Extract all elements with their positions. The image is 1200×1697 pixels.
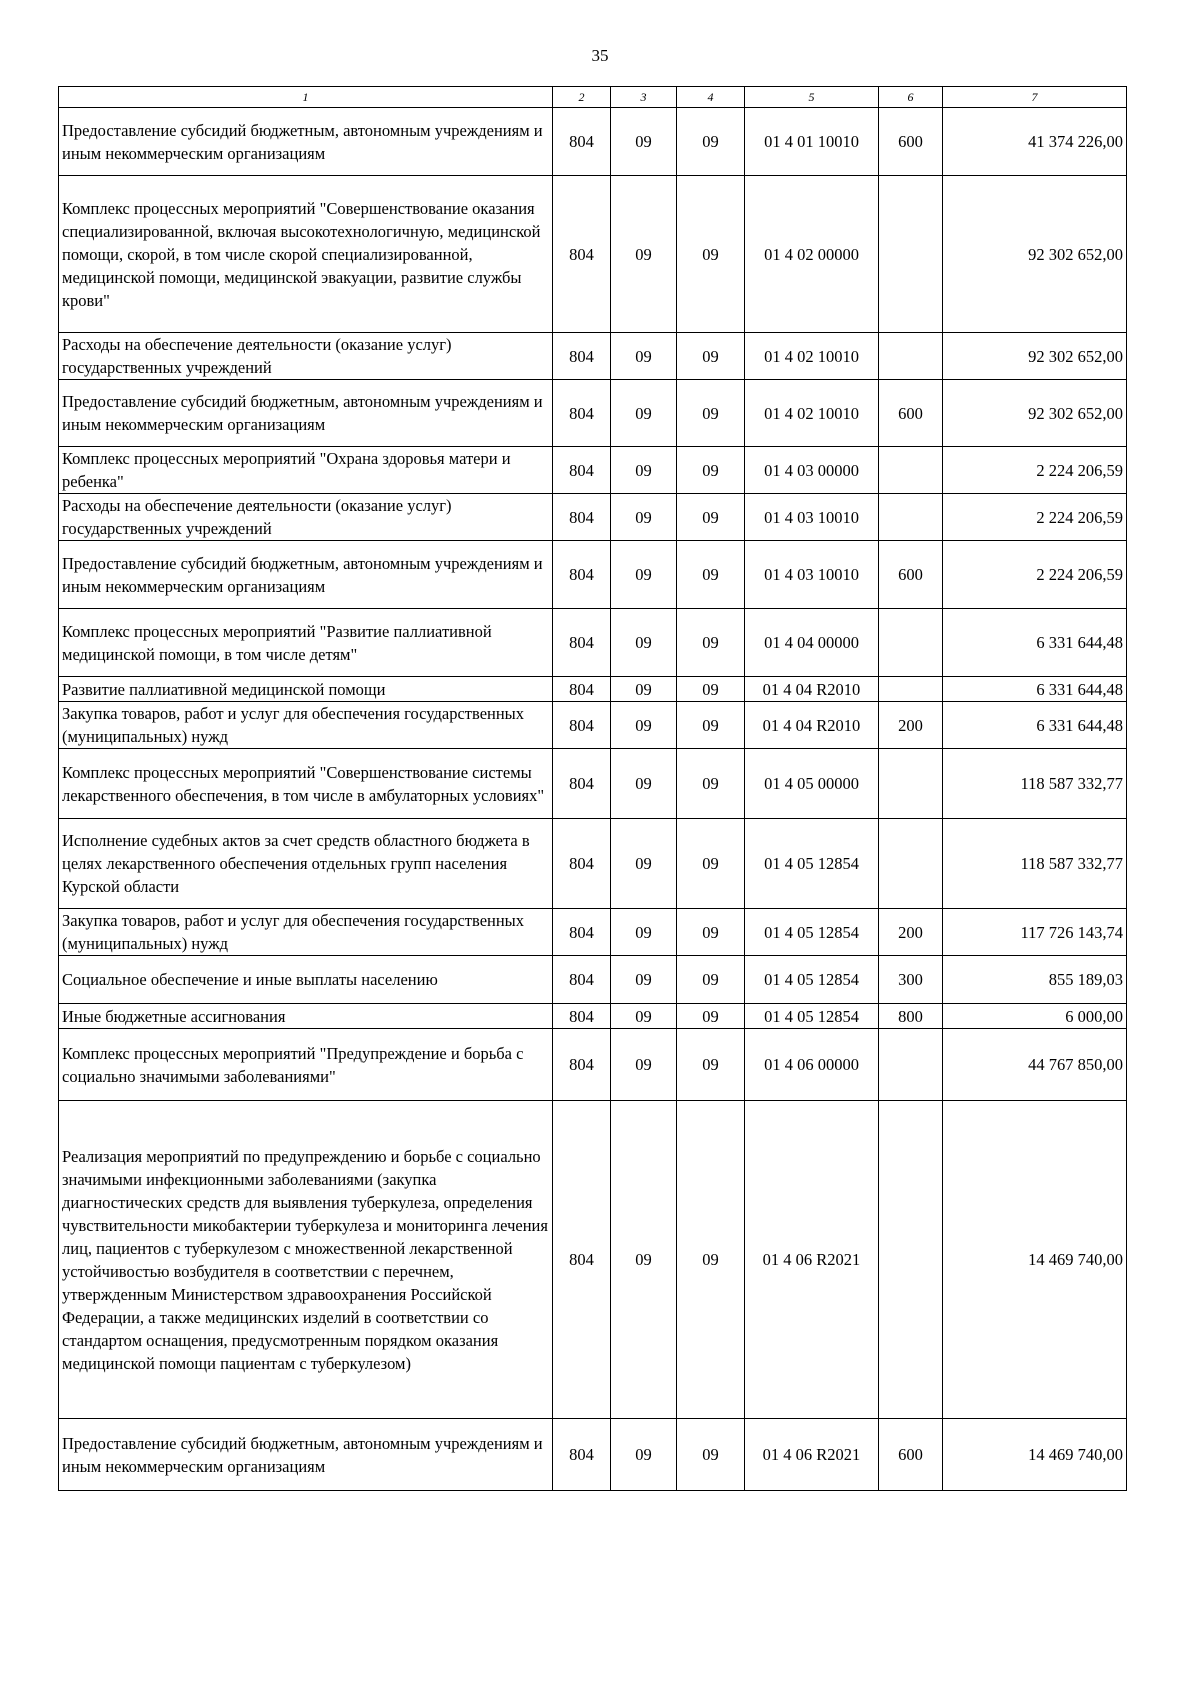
target-article-code: 01 4 01 10010 (745, 108, 879, 176)
target-article-code: 01 4 04 00000 (745, 609, 879, 677)
subsection-code: 09 (677, 749, 745, 819)
section-code: 09 (611, 677, 677, 702)
subsection-code: 09 (677, 541, 745, 609)
row-name: Предоставление субсидий бюджетным, автономным учреждениям и иным некоммерческим организациям (59, 1419, 553, 1491)
table-row (59, 108, 1127, 176)
ministry-code: 804 (553, 447, 611, 494)
amount: 2 224 206,59 (943, 541, 1127, 609)
row-name: Комплекс процессных мероприятий "Предупреждение и борьба с социально значимыми заболеваниями" (59, 1029, 553, 1101)
amount: 92 302 652,00 (943, 176, 1127, 333)
ministry-code: 804 (553, 333, 611, 380)
section-code: 09 (611, 909, 677, 956)
subsection-code: 09 (677, 1004, 745, 1029)
table-row (59, 494, 1127, 541)
amount: 118 587 332,77 (943, 749, 1127, 819)
section-code: 09 (611, 1419, 677, 1491)
row-name: Закупка товаров, работ и услуг для обеспечения государственных (муниципальных) нужд (59, 702, 553, 749)
expense-type-code: 600 (879, 380, 943, 447)
expense-type-code (879, 749, 943, 819)
expense-type-code: 200 (879, 909, 943, 956)
section-code: 09 (611, 1101, 677, 1419)
expense-type-code (879, 176, 943, 333)
target-article-code: 01 4 05 12854 (745, 1004, 879, 1029)
column-number: 3 (611, 87, 677, 108)
budget-table (58, 86, 1127, 1491)
row-name: Расходы на обеспечение деятельности (оказание услуг) государственных учреждений (59, 333, 553, 380)
section-code: 09 (611, 494, 677, 541)
section-code: 09 (611, 956, 677, 1004)
section-code: 09 (611, 380, 677, 447)
table-row (59, 1419, 1127, 1491)
table-row (59, 909, 1127, 956)
target-article-code: 01 4 02 10010 (745, 380, 879, 447)
amount: 6 331 644,48 (943, 677, 1127, 702)
row-name: Реализация мероприятий по предупреждению и борьбе с социально значимыми инфекционными заболеваниями (закупка диагностических средств для выявления туберкулеза, определения чувствительности микобактерии туберкулеза и мониторинга лечения лиц, пациентов с туберкулезом с множественной лекарственной устойчивостью возбудителя в соответствии с перечнем, утвержденным Министерством здравоохранения Российской Федерации, а также медицинских изделий в соответствии со стандартом оснащения, предусмотренным порядком оказания медицинской помощи пациентам с туберкулезом) (59, 1101, 553, 1419)
expense-type-code: 600 (879, 541, 943, 609)
subsection-code: 09 (677, 1101, 745, 1419)
table-row (59, 176, 1127, 333)
row-name: Расходы на обеспечение деятельности (оказание услуг) государственных учреждений (59, 494, 553, 541)
section-code: 09 (611, 176, 677, 333)
column-number: 2 (553, 87, 611, 108)
amount: 41 374 226,00 (943, 108, 1127, 176)
target-article-code: 01 4 05 12854 (745, 956, 879, 1004)
amount: 6 331 644,48 (943, 609, 1127, 677)
subsection-code: 09 (677, 956, 745, 1004)
table-row (59, 1029, 1127, 1101)
ministry-code: 804 (553, 380, 611, 447)
target-article-code: 01 4 06 R2021 (745, 1419, 879, 1491)
row-name: Комплекс процессных мероприятий "Совершенствование системы лекарственного обеспечения, в том числе в амбулаторных условиях" (59, 749, 553, 819)
amount: 117 726 143,74 (943, 909, 1127, 956)
ministry-code: 804 (553, 494, 611, 541)
ministry-code: 804 (553, 956, 611, 1004)
target-article-code: 01 4 03 00000 (745, 447, 879, 494)
table-row (59, 609, 1127, 677)
target-article-code: 01 4 02 00000 (745, 176, 879, 333)
amount: 118 587 332,77 (943, 819, 1127, 909)
target-article-code: 01 4 05 12854 (745, 909, 879, 956)
expense-type-code: 800 (879, 1004, 943, 1029)
amount: 6 331 644,48 (943, 702, 1127, 749)
amount: 44 767 850,00 (943, 1029, 1127, 1101)
ministry-code: 804 (553, 1101, 611, 1419)
expense-type-code (879, 447, 943, 494)
table-row (59, 447, 1127, 494)
ministry-code: 804 (553, 541, 611, 609)
row-name: Предоставление субсидий бюджетным, автономным учреждениям и иным некоммерческим организациям (59, 380, 553, 447)
section-code: 09 (611, 447, 677, 494)
expense-type-code (879, 1029, 943, 1101)
section-code: 09 (611, 1029, 677, 1101)
ministry-code: 804 (553, 1029, 611, 1101)
target-article-code: 01 4 04 R2010 (745, 702, 879, 749)
table-row (59, 956, 1127, 1004)
table-row (59, 677, 1127, 702)
target-article-code: 01 4 06 R2021 (745, 1101, 879, 1419)
expense-type-code (879, 677, 943, 702)
section-code: 09 (611, 333, 677, 380)
ministry-code: 804 (553, 1004, 611, 1029)
row-name: Предоставление субсидий бюджетным, автономным учреждениям и иным некоммерческим организациям (59, 108, 553, 176)
subsection-code: 09 (677, 702, 745, 749)
row-name: Социальное обеспечение и иные выплаты населению (59, 956, 553, 1004)
amount: 2 224 206,59 (943, 447, 1127, 494)
subsection-code: 09 (677, 677, 745, 702)
subsection-code: 09 (677, 447, 745, 494)
expense-type-code (879, 819, 943, 909)
row-name: Комплекс процессных мероприятий "Развитие паллиативной медицинской помощи, в том числе детям" (59, 609, 553, 677)
ministry-code: 804 (553, 702, 611, 749)
page-number: 35 (591, 46, 609, 65)
table-row (59, 1101, 1127, 1419)
subsection-code: 09 (677, 494, 745, 541)
ministry-code: 804 (553, 1419, 611, 1491)
amount: 14 469 740,00 (943, 1419, 1127, 1491)
expense-type-code (879, 1101, 943, 1419)
subsection-code: 09 (677, 819, 745, 909)
amount: 2 224 206,59 (943, 494, 1127, 541)
amount: 92 302 652,00 (943, 333, 1127, 380)
table-row (59, 819, 1127, 909)
ministry-code: 804 (553, 909, 611, 956)
ministry-code: 804 (553, 677, 611, 702)
row-name: Предоставление субсидий бюджетным, автономным учреждениям и иным некоммерческим организациям (59, 541, 553, 609)
target-article-code: 01 4 03 10010 (745, 494, 879, 541)
amount: 6 000,00 (943, 1004, 1127, 1029)
target-article-code: 01 4 03 10010 (745, 541, 879, 609)
subsection-code: 09 (677, 108, 745, 176)
expense-type-code: 200 (879, 702, 943, 749)
section-code: 09 (611, 108, 677, 176)
expense-type-code (879, 609, 943, 677)
target-article-code: 01 4 05 12854 (745, 819, 879, 909)
subsection-code: 09 (677, 909, 745, 956)
row-name: Закупка товаров, работ и услуг для обеспечения государственных (муниципальных) нужд (59, 909, 553, 956)
target-article-code: 01 4 04 R2010 (745, 677, 879, 702)
column-number-row (59, 87, 1127, 108)
row-name: Комплекс процессных мероприятий "Совершенствование оказания специализированной, включая высокотехнологичную, медицинской помощи, скорой, в том числе скорой специализированной, медицинской помощи, медицинской эвакуации, развитие службы крови" (59, 176, 553, 333)
section-code: 09 (611, 609, 677, 677)
column-number: 7 (943, 87, 1127, 108)
expense-type-code: 300 (879, 956, 943, 1004)
table-row (59, 541, 1127, 609)
ministry-code: 804 (553, 176, 611, 333)
section-code: 09 (611, 702, 677, 749)
section-code: 09 (611, 541, 677, 609)
table-row (59, 380, 1127, 447)
expense-type-code (879, 333, 943, 380)
subsection-code: 09 (677, 380, 745, 447)
column-number: 4 (677, 87, 745, 108)
column-number: 5 (745, 87, 879, 108)
section-code: 09 (611, 1004, 677, 1029)
target-article-code: 01 4 05 00000 (745, 749, 879, 819)
section-code: 09 (611, 749, 677, 819)
row-name: Исполнение судебных актов за счет средств областного бюджета в целях лекарственного обеспечения отдельных групп населения Курской области (59, 819, 553, 909)
ministry-code: 804 (553, 609, 611, 677)
section-code: 09 (611, 819, 677, 909)
subsection-code: 09 (677, 176, 745, 333)
column-number: 1 (59, 87, 553, 108)
target-article-code: 01 4 02 10010 (745, 333, 879, 380)
ministry-code: 804 (553, 108, 611, 176)
amount: 855 189,03 (943, 956, 1127, 1004)
row-name: Комплекс процессных мероприятий "Охрана здоровья матери и ребенка" (59, 447, 553, 494)
amount: 14 469 740,00 (943, 1101, 1127, 1419)
ministry-code: 804 (553, 749, 611, 819)
ministry-code: 804 (553, 819, 611, 909)
subsection-code: 09 (677, 333, 745, 380)
expense-type-code: 600 (879, 108, 943, 176)
row-name: Развитие паллиативной медицинской помощи (59, 677, 553, 702)
table-row (59, 749, 1127, 819)
expense-type-code (879, 494, 943, 541)
row-name: Иные бюджетные ассигнования (59, 1004, 553, 1029)
subsection-code: 09 (677, 1419, 745, 1491)
subsection-code: 09 (677, 1029, 745, 1101)
table-row (59, 1004, 1127, 1029)
column-number: 6 (879, 87, 943, 108)
subsection-code: 09 (677, 609, 745, 677)
table-row (59, 333, 1127, 380)
table-row (59, 702, 1127, 749)
expense-type-code: 600 (879, 1419, 943, 1491)
amount: 92 302 652,00 (943, 380, 1127, 447)
target-article-code: 01 4 06 00000 (745, 1029, 879, 1101)
